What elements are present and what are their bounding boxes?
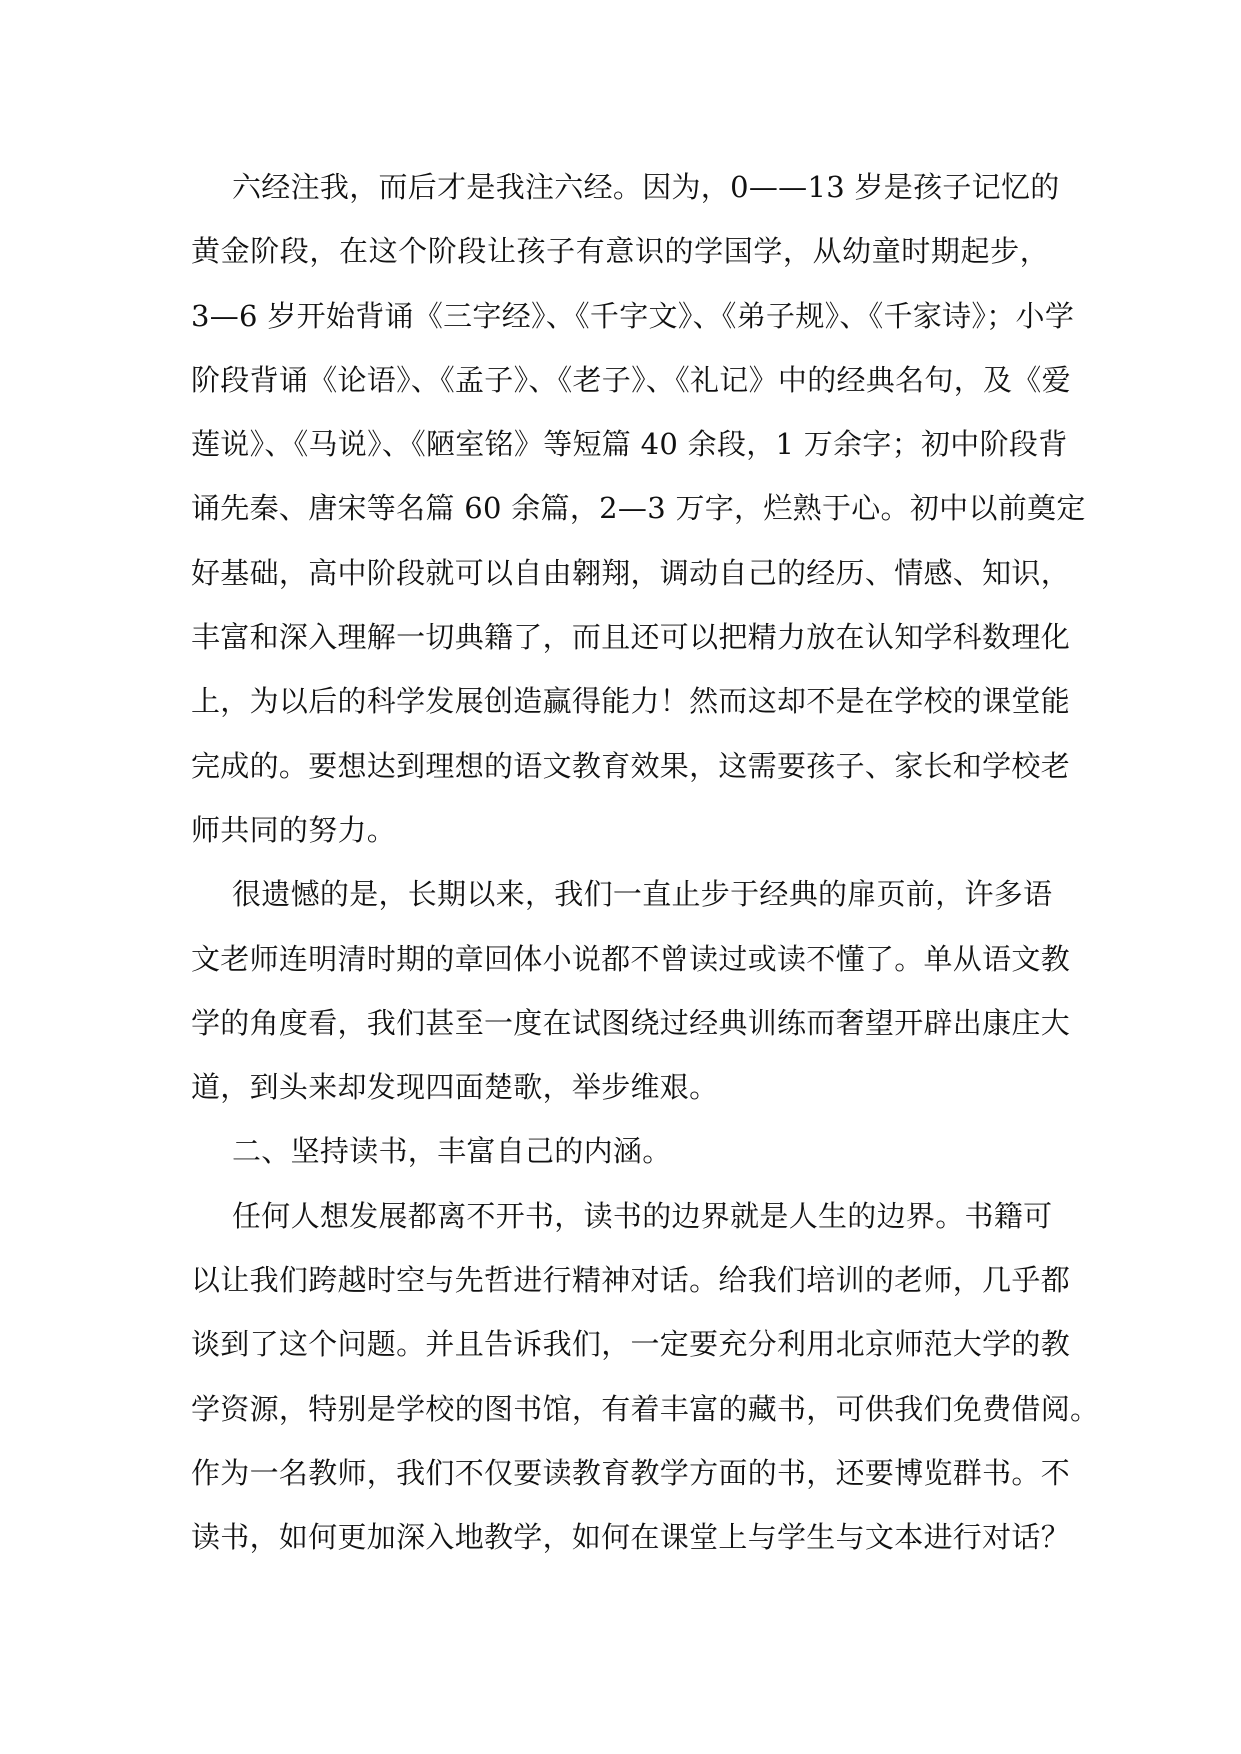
paragraph-line: 丰富和深入理解一切典籍了，而且还可以把精力放在认知学科数理化 <box>191 620 1071 655</box>
paragraph-line: 阶段背诵《论语》、《孟子》、《老子》、《礼记》中的经典名句，及《爱 <box>191 362 1071 397</box>
paragraph-line: 学资源，特别是学校的图书馆，有着丰富的藏书，可供我们免费借阅。 <box>191 1391 1100 1426</box>
paragraph-line: 读书，如何更加深入地教学，如何在课堂上与学生与文本进行对话？ <box>191 1520 1071 1555</box>
paragraph-line: 谈到了这个问题。并且告诉我们，一定要充分利用北京师范大学的教 <box>191 1327 1071 1362</box>
paragraph-line: 以让我们跨越时空与先哲进行精神对话。给我们培训的老师，几乎都 <box>191 1263 1071 1298</box>
document-body <box>191 155 1100 1570</box>
paragraph-line: 文老师连明清时期的章回体小说都不曾读过或读不懂了。单从语文教 <box>191 941 1071 976</box>
paragraph-line: 莲说》、《马说》、《陋室铭》等短篇 40 余段，1 万余字；初中阶段背 <box>191 427 1068 462</box>
paragraph-line: 好基础，高中阶段就可以自由翱翔，调动自己的经历、情感、知识， <box>191 555 1071 590</box>
paragraph-line: 任何人想发展都离不开书，读书的边界就是人生的边界。书籍可 <box>232 1198 1053 1233</box>
paragraph-line: 作为一名教师，我们不仅要读教育教学方面的书，还要博览群书。不 <box>191 1455 1071 1490</box>
section-heading: 二、坚持读书，丰富自己的内涵。 <box>232 1134 672 1169</box>
paragraph-line: 3—6 岁开始背诵《三字经》、《千字文》、《弟子规》、《千家诗》；小学 <box>191 298 1075 333</box>
paragraph-line: 很遗憾的是，长期以来，我们一直止步于经典的扉页前，许多语 <box>232 877 1053 912</box>
paragraph-line: 师共同的努力。 <box>191 812 397 847</box>
paragraph-line: 六经注我，而后才是我注六经。因为，0——13 岁是孩子记忆的 <box>232 170 1060 204</box>
paragraph-line: 道，到头来却发现四面楚歌，举步维艰。 <box>191 1070 719 1105</box>
paragraph-line: 黄金阶段，在这个阶段让孩子有意识的学国学，从幼童时期起步， <box>191 234 1049 269</box>
paragraph-line: 上，为以后的科学发展创造赢得能力！然而这却不是在学校的课堂能 <box>191 684 1071 719</box>
paragraph-line: 学的角度看，我们甚至一度在试图绕过经典训练而奢望开辟出康庄大 <box>191 1005 1071 1040</box>
paragraph-line: 诵先秦、唐宋等名篇 60 余篇，2—3 万字，烂熟于心。初中以前奠定 <box>191 491 1086 526</box>
paragraph-line: 完成的。要想达到理想的语文教育效果，这需要孩子、家长和学校老 <box>191 748 1071 783</box>
